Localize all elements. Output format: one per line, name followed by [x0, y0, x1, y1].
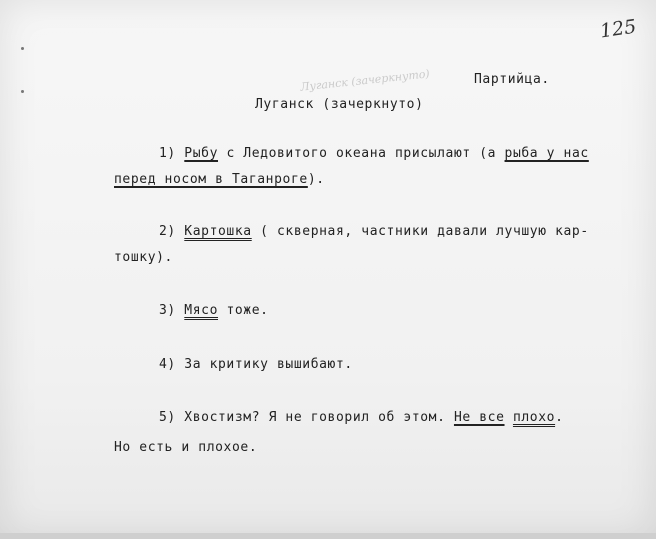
- header-subtitle: Луганск (зачеркнуто): [255, 97, 424, 112]
- item-number: 4): [159, 357, 176, 372]
- item-number: 2): [159, 224, 176, 239]
- item-text: ( скверная, частники давали лучшую кар-: [251, 224, 589, 239]
- item-text: [505, 410, 513, 425]
- list-item-1-line-1: [159, 146, 589, 161]
- item-text: с Ледовитого океана присылают (а: [218, 146, 505, 161]
- underlined-phrase: Мясо: [184, 303, 219, 318]
- list-item-5-line-2: [114, 440, 257, 455]
- list-item-4: [159, 357, 353, 372]
- punch-mark: [21, 47, 24, 50]
- list-item-5-line-1: [159, 410, 564, 425]
- item-text: ).: [307, 172, 325, 187]
- item-text: .: [555, 410, 564, 425]
- underlined-phrase: рыба у нас: [504, 146, 589, 161]
- header-title: Партийца.: [474, 72, 550, 87]
- list-item-3: [159, 303, 269, 318]
- item-text: За критику вышибают.: [184, 357, 353, 372]
- underlined-phrase: Картошка: [184, 224, 252, 239]
- item-text: Хвостизм? Я не говорил об этом.: [184, 410, 454, 425]
- punch-mark: [21, 90, 24, 93]
- item-text: Но есть и плохое.: [114, 440, 258, 455]
- item-number: 5): [159, 410, 176, 425]
- item-text: тоже.: [218, 303, 269, 318]
- item-text: тошку).: [114, 250, 173, 265]
- underlined-phrase: плохо: [512, 410, 556, 425]
- item-number: 3): [159, 303, 176, 318]
- underlined-phrase: Рыбу: [184, 146, 219, 161]
- list-item-2-line-2: [114, 250, 173, 265]
- handwritten-page-number: 125: [598, 15, 638, 43]
- underlined-phrase: Не все: [453, 410, 505, 425]
- list-item-1-line-2: [114, 172, 325, 187]
- list-item-2-line-1: [159, 224, 589, 239]
- underlined-phrase: перед носом в Таганроге: [114, 172, 308, 187]
- faint-pencil-note: Луганск (зачеркнуто): [299, 67, 431, 94]
- item-number: 1): [159, 146, 176, 161]
